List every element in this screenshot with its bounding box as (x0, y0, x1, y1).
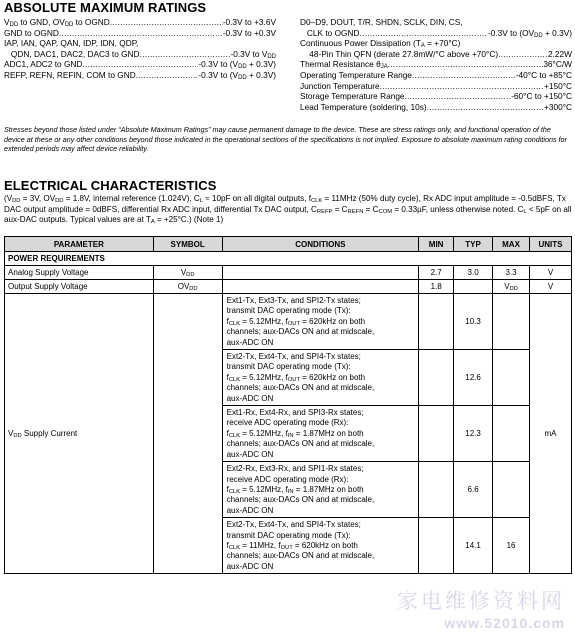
amr-right-row: Storage Temperature Range ..... -60°C to +150°C (300, 91, 572, 102)
ec-table (4, 236, 572, 574)
units-cell: V (530, 266, 572, 280)
typ-cell: 14.1 (454, 518, 493, 574)
ec-header-row (5, 237, 572, 252)
amr-left-column (4, 17, 276, 81)
amr-stress-note: Stresses beyond those listed under “Absolute Maximum Ratings” may cause permanent damage to the device. These are stress ratings only, and functional operation of the device at these or any other conditions beyond those indicated in the operational sections of the specifications is not implied. Exposure to absolute maximum rating conditions for extended periods may affect device reliability. (4, 125, 567, 154)
amr-right-row: Continuous Power Dissipation $(T_A = +70^\circ C)$ (300, 38, 461, 49)
table-row (5, 280, 572, 294)
table-row (5, 266, 572, 280)
conditions-cell (222, 280, 419, 294)
max-cell: 16 (493, 518, 530, 574)
amr-right-row: Operating Temperature Range ..... -40°C to +85°C (300, 70, 572, 81)
table-row (5, 294, 572, 350)
amr-right-row: Junction Temperature ..... +150°C (300, 81, 572, 92)
min-cell (419, 406, 454, 462)
typ-cell: 6.6 (454, 462, 493, 518)
amr-left-row: IAP, IAN, QAP, QAN, IDP, IDN, QDP, (4, 38, 139, 49)
units-cell: V (530, 280, 572, 294)
section-power-requirements: POWER REQUIREMENTS (5, 252, 572, 266)
header-parameter: PARAMETER (5, 237, 154, 252)
param-cell: Output Supply Voltage (5, 280, 154, 294)
max-cell (493, 462, 530, 518)
symbol-cell: $OV_{DD}$ (153, 280, 222, 294)
supply-current-param-cell: $V_{DD}$ Supply Current (5, 294, 154, 574)
amr-right-row: Thermal Resistance $\theta_{JA}$ ..... 36°C/W (300, 59, 572, 70)
max-cell: $V_{DD}$ (493, 280, 530, 294)
param-cell: Analog Supply Voltage (5, 266, 154, 280)
min-cell (419, 350, 454, 406)
header-units: UNITS (530, 237, 572, 252)
max-cell (493, 350, 530, 406)
typ-cell (454, 280, 493, 294)
min-cell (419, 294, 454, 350)
header-max: MAX (493, 237, 530, 252)
max-cell (493, 406, 530, 462)
symbol-cell: $V_{DD}$ (153, 266, 222, 280)
conditions-cell: Ext2-Tx, Ext4-Tx, and SPI4-Tx states; transmit DAC operating mode (Tx): $f_{CLK} = 5.12MHz$, $f_{OUT} = 620kHz$ on both channels; aux-DACs ON and at midscale, aux-ADC ON (222, 350, 419, 406)
header-conditions: CONDITIONS (222, 237, 419, 252)
typ-cell: 3.0 (454, 266, 493, 280)
supply-current-units-cell: mA (530, 294, 572, 574)
ec-title: ELECTRICAL CHARACTERISTICS (4, 178, 217, 193)
watermark (397, 585, 565, 631)
amr-right-row: D0–D9, DOUT, $T/\overline{R}$, SHDN, SCLK, DIN, $\overline{CS}$, (300, 17, 463, 27)
amr-left-row: $V_{DD}$ to GND, $OV_{DD}$ to OGND ..... -0.3V to +3.6V (4, 17, 276, 28)
supply-current-symbol-cell (153, 294, 222, 574)
conditions-cell: Ext2-Tx, Ext4-Tx, and SPI4-Tx states; transmit DAC operating mode (Tx): $f_{CLK} = 11MHz$, $f_{OUT} = 620kHz$ on both channels; aux-DACs ON and at midscale, aux-ADC ON (222, 518, 419, 574)
amr-right-row: Lead Temperature (soldering, 10s) ..... +300°C (300, 102, 572, 113)
section-row (5, 252, 572, 266)
conditions-cell (222, 266, 419, 280)
watermark-chinese-text: 家电维修资料网 (397, 589, 565, 613)
amr-left-row: REFP, REFN, REFIN, COM to GND ..... -0.3V to $(V_{DD} + 0.3V)$ (4, 70, 276, 81)
min-cell: 2.7 (419, 266, 454, 280)
max-cell (493, 294, 530, 350)
min-cell (419, 518, 454, 574)
max-cell: 3.3 (493, 266, 530, 280)
min-cell (419, 462, 454, 518)
watermark-url: www.52010.com (444, 615, 565, 631)
amr-right-column (300, 17, 572, 112)
ec-conditions-intro: ($V_{DD} = 3V$, $OV_{DD} = 1.8V$, internal reference (1.024V), $C_L \approx 10pF$ on all digital outputs, $f_{CLK} = 11MHz$ (50% duty cycle), Rx ADC input amplitude = -0.5dBFS, Tx DAC output amplitude = 0dBFS, differential Rx ADC input, differential Tx DAC output, $C_{REFP} = C_{REFN} = C_{COM} = 0.33\mu F$, unless otherwise noted. $C_L < 5pF$ on all aux-DAC outputs. Typical values are at $T_A = +25^\circ C$.) (Note 1) (4, 194, 572, 226)
typ-cell: 12.6 (454, 350, 493, 406)
typ-cell: 10.3 (454, 294, 493, 350)
amr-right-row: CLK to OGND ..... -0.3V to $(OV_{DD} + 0.3V)$ (300, 28, 572, 39)
min-cell: 1.8 (419, 280, 454, 294)
amr-right-row: 48-Pin Thin QFN (derate 27.8mW/°C above +70°C) ..... 2.22W (300, 49, 572, 60)
amr-title: ABSOLUTE MAXIMUM RATINGS (4, 0, 207, 15)
amr-left-row: ADC1, ADC2 to GND ..... -0.3V to $(V_{DD} + 0.3V)$ (4, 59, 276, 70)
typ-cell: 12.3 (454, 406, 493, 462)
header-typ: TYP (454, 237, 493, 252)
conditions-cell: Ext1-Tx, Ext3-Tx, and SPI2-Tx states; transmit DAC operating mode (Tx): $f_{CLK} = 5.12MHz$, $f_{OUT} = 620kHz$ on both channels; aux-DACs ON and at midscale, aux-ADC ON (222, 294, 419, 350)
conditions-cell: Ext1-Rx, Ext4-Rx, and SPI3-Rx states; receive ADC operating mode (Rx): $f_{CLK} = 5.12MHz$, $f_{IN} = 1.87MHz$ on both channels; aux-DACs ON and at midscale, aux-ADC ON (222, 406, 419, 462)
amr-left-row: QDN, DAC1, DAC2, DAC3 to GND ..... -0.3V to $V_{DD}$ (4, 49, 276, 60)
header-min: MIN (419, 237, 454, 252)
amr-left-row: GND to OGND ..... -0.3V to +0.3V (4, 28, 276, 39)
conditions-cell: Ext2-Rx, Ext3-Rx, and SPI1-Rx states; receive ADC operating mode (Rx): $f_{CLK} = 5.12MHz$, $f_{IN} = 1.87MHz$ on both channels; aux-DACs ON and at midscale, aux-ADC ON (222, 462, 419, 518)
header-symbol: SYMBOL (153, 237, 222, 252)
